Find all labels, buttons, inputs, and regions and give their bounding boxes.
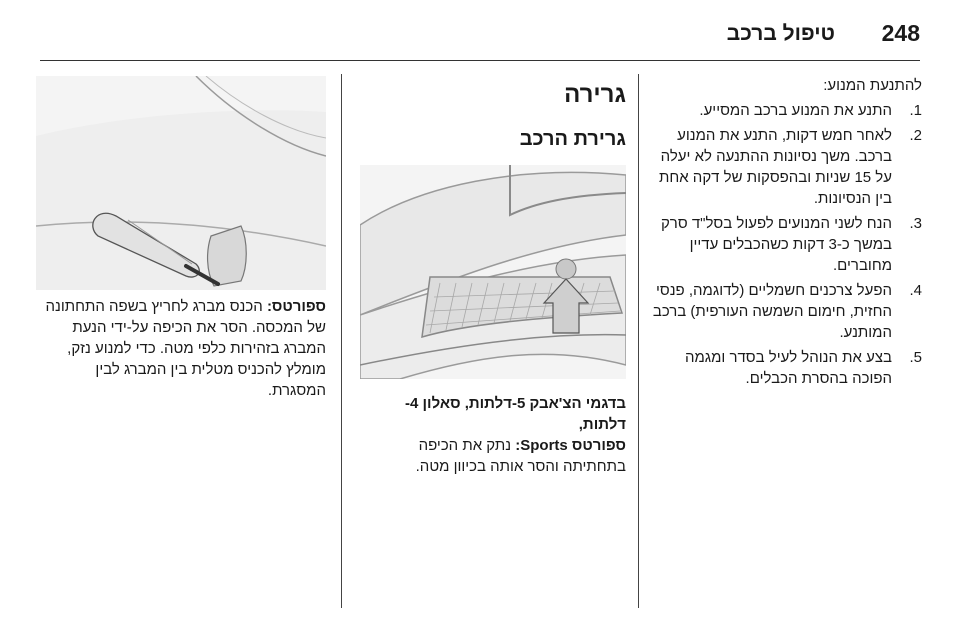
screwdriver-illustration xyxy=(36,76,326,290)
screwdriver-figure xyxy=(36,76,326,290)
step-text: הפעל צרכנים חשמליים (לדוגמה, פנסי החזית, חימום השמשה העורפית) ברכב המותנע. xyxy=(652,282,892,341)
bumper-cap-figure xyxy=(360,165,626,379)
steps-list xyxy=(652,100,922,389)
caption-text: ספורטס Sports: נתק את הכיפה בתחתיתה והסר אותה בכיוון מטה. xyxy=(415,437,626,475)
step-item xyxy=(652,280,922,343)
sub-title: גרירת הרכב xyxy=(519,128,626,150)
section-title: גרירה xyxy=(564,81,626,108)
note-body: הכנס מברג לחריץ בשפה התחתונה של המכסה. הסר את הכיפה על-ידי הנעת המברג בזהירות כלפי מטה. כדי למנוע נזק, מומלץ להכניס מטלית בין המברג לבין המסגרת. xyxy=(45,298,326,399)
step-text: בצע את הנוהל לעיל בסדר ומגמה הפוכה בהסרת הכבלים. xyxy=(684,349,892,387)
column-right xyxy=(652,75,922,393)
step-number: 5. xyxy=(909,349,922,366)
step-item xyxy=(652,100,922,121)
caption-body: נתק את הכיפה בתחתיתה והסר אותה בכיוון מטה. xyxy=(415,437,626,475)
column-divider-left xyxy=(341,74,342,608)
step-item xyxy=(652,125,922,209)
step-number: 4. xyxy=(909,282,922,299)
screwdriver-note xyxy=(38,296,326,401)
note-label: ספורטס: xyxy=(266,298,326,315)
header-divider xyxy=(40,60,920,61)
page-number: 248 xyxy=(881,20,920,46)
header-title: טיפול ברכב xyxy=(726,22,835,45)
caption-heading: בדגמי הצ'אבק 5-דלתות, סאלון 4-דלתות, xyxy=(405,395,626,433)
step-item xyxy=(652,213,922,276)
step-text: לאחר חמש דקות, התנע את המנוע ברכב. משך נסיונות ההתנעה לא יעלה על 15 שניות ובהפסקות של דקה אחת בין הנסיונות. xyxy=(658,127,892,207)
column-left xyxy=(38,76,326,401)
towing-caption xyxy=(358,393,626,477)
step-number: 1. xyxy=(909,102,922,119)
step-text: התנע את המנוע ברכב המסייע. xyxy=(699,102,892,119)
column-middle xyxy=(358,80,626,477)
caption-note-brand: Sports xyxy=(520,437,568,454)
step-item xyxy=(652,347,922,389)
bumper-illustration xyxy=(360,165,626,379)
column-divider-right xyxy=(638,74,639,608)
step-text: הנח לשני המנועים לפעול בסל"ד סרק במשך כ-3 דקות כשהכבלים עדיין מחוברים. xyxy=(660,215,892,274)
caption-note-label: ספורטס xyxy=(571,437,626,454)
step-number: 3. xyxy=(909,215,922,232)
steps-intro: להתנעת המנוע: xyxy=(823,77,922,94)
step-number: 2. xyxy=(909,127,922,144)
